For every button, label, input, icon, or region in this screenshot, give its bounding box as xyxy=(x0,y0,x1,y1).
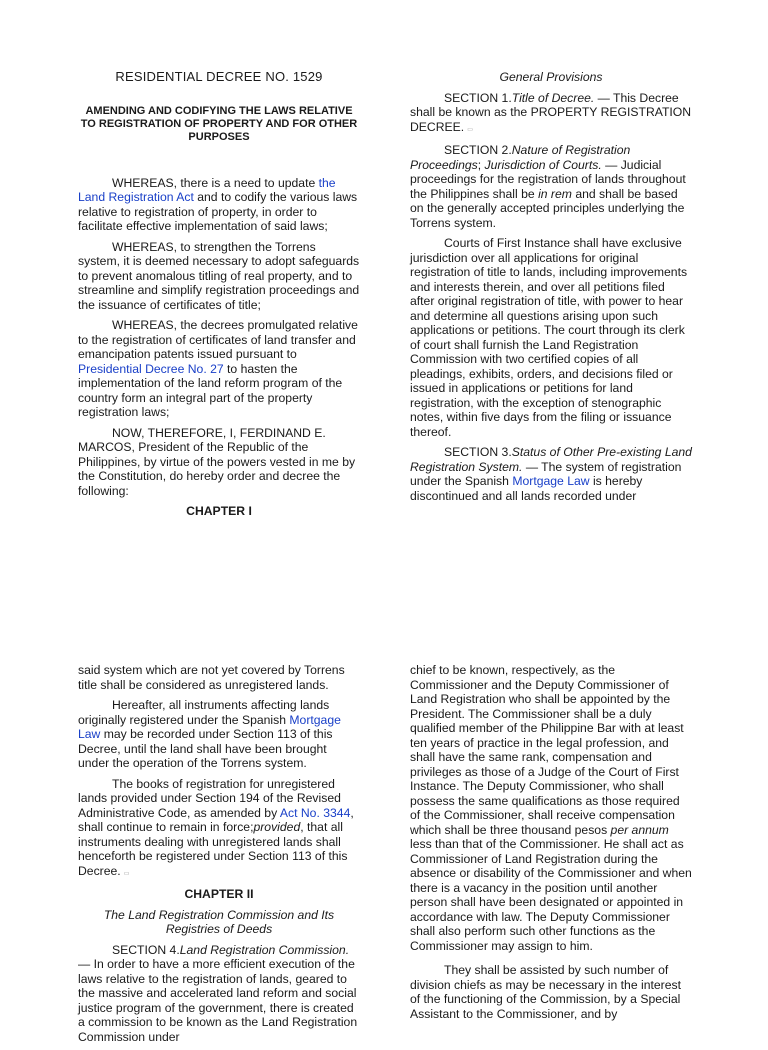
footnote-marker-icon: ▭ xyxy=(123,870,130,877)
page-one-left-column xyxy=(78,70,360,525)
chapter-two-title: The Land Registration Commission and Its Registries of Deeds xyxy=(103,907,335,936)
mortgage-law-link[interactable]: Mortgage Law xyxy=(512,474,590,488)
general-provisions-heading: General Provisions xyxy=(499,70,603,84)
land-registration-act-link[interactable]: the Land Registration Act xyxy=(78,175,336,204)
books-of-registration-paragraph: The books of registration for unregistered lands provided under Section 194 of the Revised Administrative Code, as amended by Act No. 3344, shall continue to remain in force;provided, that all instruments dealing with unregistered lands shall henceforth be registered under Section 113 of this Decree. ▭ xyxy=(78,776,354,878)
section-2-paragraph: SECTION 2.Nature of Registration Proceedings; Jurisdiction of Courts. — Judicial proceedings for the registration of lands throughout the Philippines shall be in rem and shall be based on the generally accepted principles underlying the Torrens system. xyxy=(410,143,686,230)
commissioner-paragraph: chief to be known, respectively, as the Commissioner and the Deputy Commissioner of Land Registration who shall be appointed by the President. The Commissioner shall be a duly qualified member of the Philippine Bar with at least ten years of practice in the legal profession, and shall have the same rank, compensation and privileges as those of a Judge of the Court of First Instance. The Deputy Commissioner, who shall possess the same qualifications as those required of the Commissioner, shall receive compensation which shall be three thousand pesos per annum less than that of the Commissioner. He shall act as Commissioner of Land Registration during the absence or disability of the Commissioner and when there is a vacancy in the position until another person shall have been designated or appointed in accordance with law. The Deputy Commissioner shall also perform such other functions as the Commissioner may assign to him. xyxy=(410,663,692,953)
whereas-paragraph-1: WHEREAS, there is a need to update the Land Registration Act and to codify the various laws relative to registration of property, in order to facilitate effective implementation of said laws; xyxy=(78,175,358,233)
chapter-one-heading: CHAPTER I xyxy=(186,504,252,518)
section-3-continuation: said system which are not yet covered by Torrens title shall be considered as unregistered lands. xyxy=(78,663,345,692)
whereas-paragraph-2: WHEREAS, to strengthen the Torrens system, it is deemed necessary to adopt safeguards to prevent anomalous titling of real property, and to streamline and simplify registration proceedings and the issuance of certificates of title; xyxy=(78,239,360,312)
page-one-right-column xyxy=(410,70,692,509)
courts-jurisdiction-paragraph: Courts of First Instance shall have exclusive jurisdiction over all applications for original registration of title to lands, including improvements and interests therein, and over all petitions filed after original registration of title, with power to hear and determine all questions arising upon such applications or petitions. The court through its clerk of court shall furnish the Land Registration Commission with two certified copies of all pleadings, exhibits, orders, and decisions filed or issued in applications or petitions for land registration, with the exception of stenographic notes, within five days from the filing or issuance thereof. xyxy=(410,236,688,439)
section-3-paragraph: SECTION 3.Status of Other Pre-existing Land Registration System. — The system of registration under the Spanish Mortgage Law is hereby discontinued and all lands recorded under xyxy=(410,445,692,503)
division-chiefs-paragraph: They shall be assisted by such number of division chiefs as may be necessary in the interest of the functioning of the Commission, by a Special Assistant to the Commissioner, and by xyxy=(410,963,681,1021)
mortgage-law-link-2[interactable]: Mortgage Law xyxy=(78,712,341,741)
section-4-paragraph: SECTION 4.Land Registration Commission. — In order to have a more efficient execution of the laws relative to the registration of lands, geared to the massive and accelerated land reform and social justice program of the government, there is created a commission to be known as the Land Registration Commission under xyxy=(78,942,358,1044)
page-two-left-column xyxy=(78,663,360,1050)
section-1-paragraph: SECTION 1.Title of Decree. — This Decree shall be known as the PROPERTY REGISTRATION DECREE. ▭ xyxy=(410,90,692,134)
whereas-paragraph-3: WHEREAS, the decrees promulgated relative to the registration of certificates of land transfer and emancipation patents issued pursuant to Presidential Decree No. 27 to hasten the implementation of the land reform program of the country form an integral part of the property registration laws; xyxy=(78,318,358,419)
now-therefore-paragraph: NOW, THEREFORE, I, FERDINAND E. MARCOS, President of the Republic of the Philippines, by virtue of the powers vested in me by the Constitution, do hereby order and decree the following: xyxy=(78,425,356,498)
hereafter-paragraph: Hereafter, all instruments affecting lands originally registered under the Spanish Mortgage Law may be recorded under Section 113 of this Decree, until the land shall have been brought under the operation of the Torrens system. xyxy=(78,698,341,770)
presidential-decree-27-link[interactable]: Presidential Decree No. 27 xyxy=(78,361,224,376)
footnote-marker-icon: ▭ xyxy=(467,126,473,133)
decree-subtitle: AMENDING AND CODIFYING THE LAWS RELATIVE TO REGISTRATION OF PROPERTY AND FOR OTHER PURPOSES xyxy=(80,104,358,143)
page-two-right-column xyxy=(410,663,692,1027)
act-3344-link[interactable]: Act No. 3344 xyxy=(279,805,351,820)
chapter-two-heading: CHAPTER II xyxy=(184,887,254,901)
page-two xyxy=(0,660,768,1044)
decree-title: RESIDENTIAL DECREE NO. 1529 xyxy=(115,69,323,84)
